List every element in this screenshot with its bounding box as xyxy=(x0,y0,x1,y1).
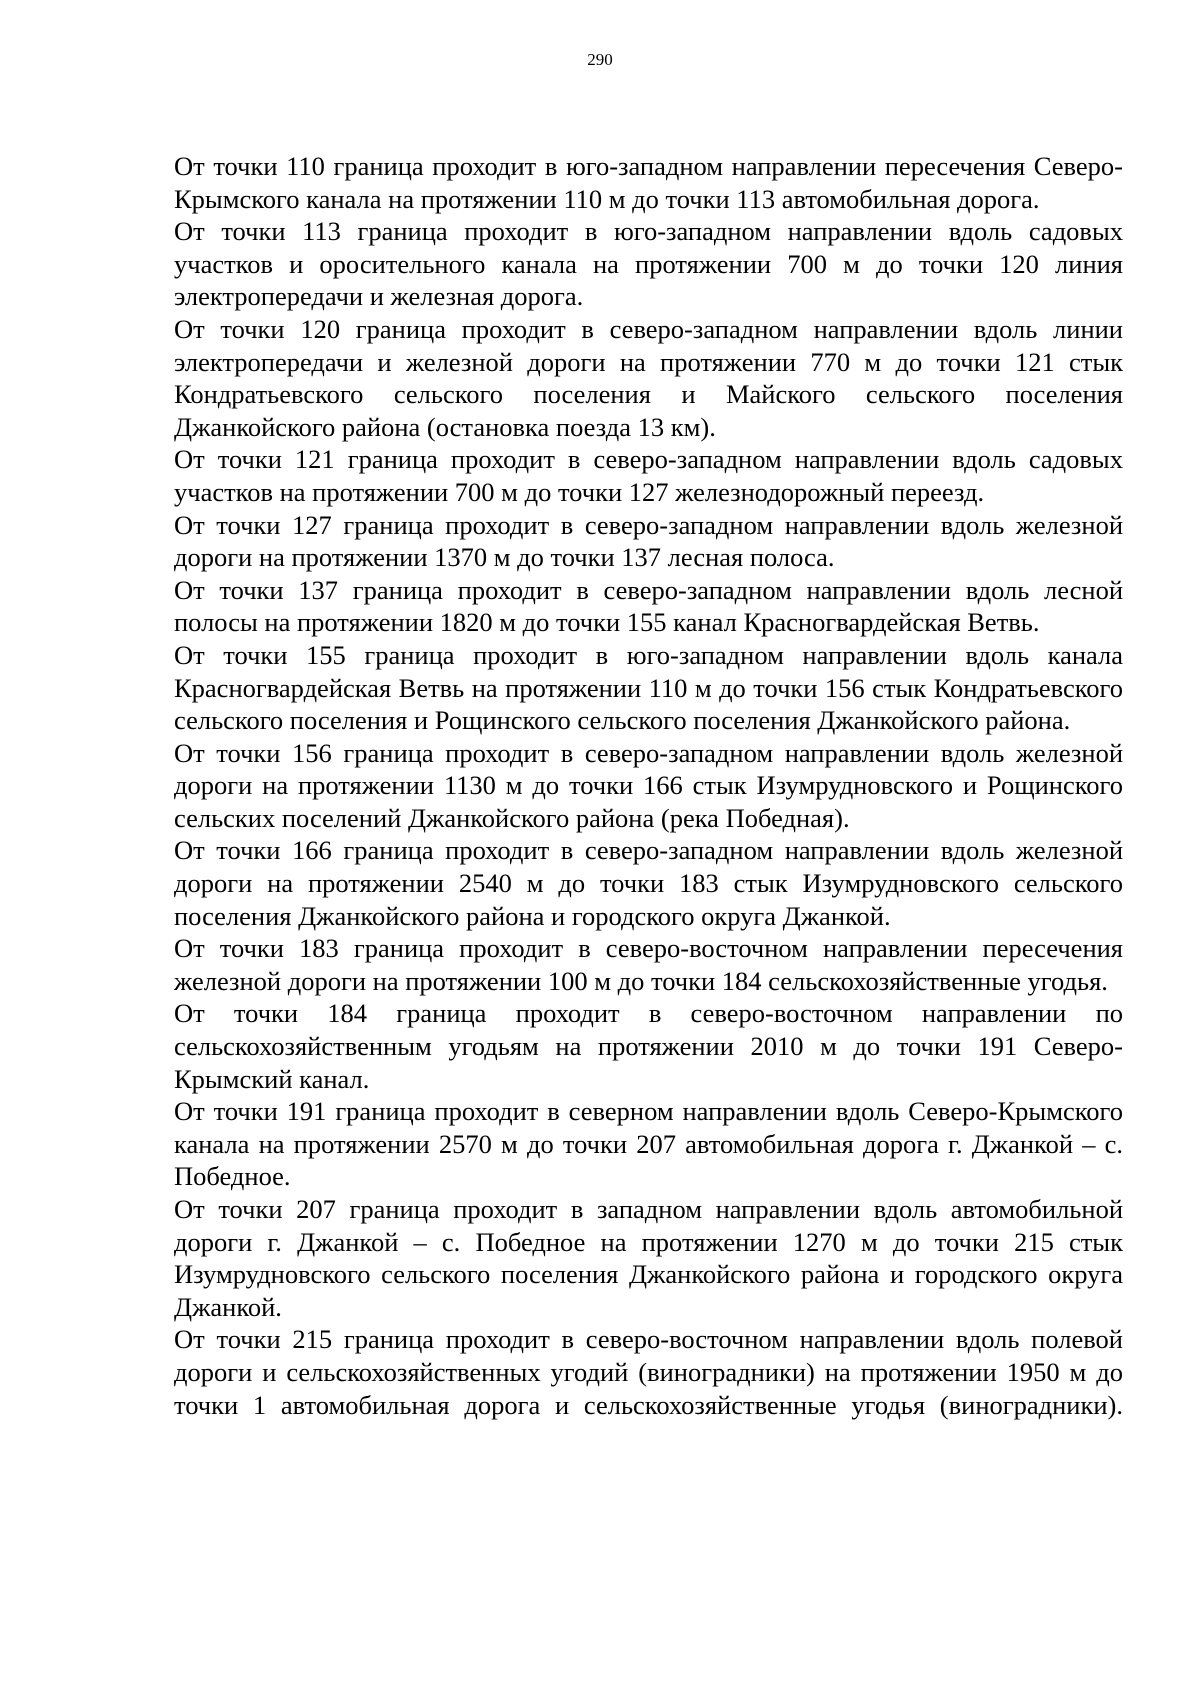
paragraph-boundary-215: От точки 215 граница проходит в северо-восточном направлении вдоль полевой дороги и сельскохозяйственных угодий (виноградники) на протяжении 1950 м до точки 1 автомобильная дорога и сельскохозяйственные угодья (виноградники). xyxy=(174,1324,1123,1420)
paragraph-boundary-207: От точки 207 граница проходит в западном направлении вдоль автомобильной дороги г. Джанкой – с. Победное на протяжении 1270 м до точки 215 стык Изумрудновского сельского поселения Джанкойского района и городского округа Джанкой. xyxy=(174,1194,1123,1322)
paragraph-boundary-184: От точки 184 граница проходит в северо-восточном направлении по сельскохозяйственным угодьям на протяжении 2010 м до точки 191 Северо-Крымский канал. xyxy=(174,998,1123,1094)
paragraph-boundary-155: От точки 155 граница проходит в юго-западном направлении вдоль канала Красногвардейская Ветвь на протяжении 110 м до точки 156 стык Кондратьевского сельского поселения и Рощинского сельского поселения Джанкойского района. xyxy=(174,639,1123,736)
paragraph-boundary-120: От точки 120 граница проходит в северо-западном направлении вдоль линии электропередачи и железной дороги на протяжении 770 м до точки 121 стык Кондратьевского сельского поселения и Майского сельского поселения Джанкойского района (остановка поезда 13 км). xyxy=(174,313,1123,442)
paragraph-boundary-191: От точки 191 граница проходит в северном направлении вдоль Северо-Крымского канала на протяжении 2570 м до точки 207 автомобильная дорога г. Джанкой – с. Победное. xyxy=(174,1096,1123,1192)
paragraph-boundary-183: От точки 183 граница проходит в северо-восточном направлении пересечения железной дороги на протяжении 100 м до точки 184 сельскохозяйственные угодья. xyxy=(174,933,1123,996)
paragraph-boundary-110: От точки 110 граница проходит в юго-западном направлении пересечения Северо-Крымского канала на протяжении 110 м до точки 113 автомобильная дорога. xyxy=(174,151,1123,214)
paragraph-boundary-113: От точки 113 граница проходит в юго-западном направлении вдоль садовых участков и оросительного канала на протяжении 700 м до точки 120 линия электропередачи и железная дорога. xyxy=(174,216,1123,312)
paragraph-boundary-137: От точки 137 граница проходит в северо-западном направлении вдоль лесной полосы на протяжении 1820 м до точки 155 канал Красногвардейская Ветвь. xyxy=(174,574,1123,638)
paragraph-boundary-121: От точки 121 граница проходит в северо-западном направлении вдоль садовых участков на протяжении 700 м до точки 127 железнодорожный переезд. xyxy=(174,444,1123,507)
document-body xyxy=(174,150,1123,1421)
paragraph-boundary-127: От точки 127 граница проходит в северо-западном направлении вдоль железной дороги на протяжении 1370 м до точки 137 лесная полоса. xyxy=(174,509,1123,573)
paragraph-boundary-166: От точки 166 граница проходит в северо-западном направлении вдоль железной дороги на протяжении 2540 м до точки 183 стык Изумрудновского сельского поселения Джанкойского района и городского округа Джанкой. xyxy=(174,835,1123,931)
page-number: 290 xyxy=(587,50,613,69)
paragraph-boundary-156: От точки 156 граница проходит в северо-западном направлении вдоль железной дороги на протяжении 1130 м до точки 166 стык Изумрудновского и Рощинского сельских поселений Джанкойского района (река Победная). xyxy=(174,737,1123,833)
